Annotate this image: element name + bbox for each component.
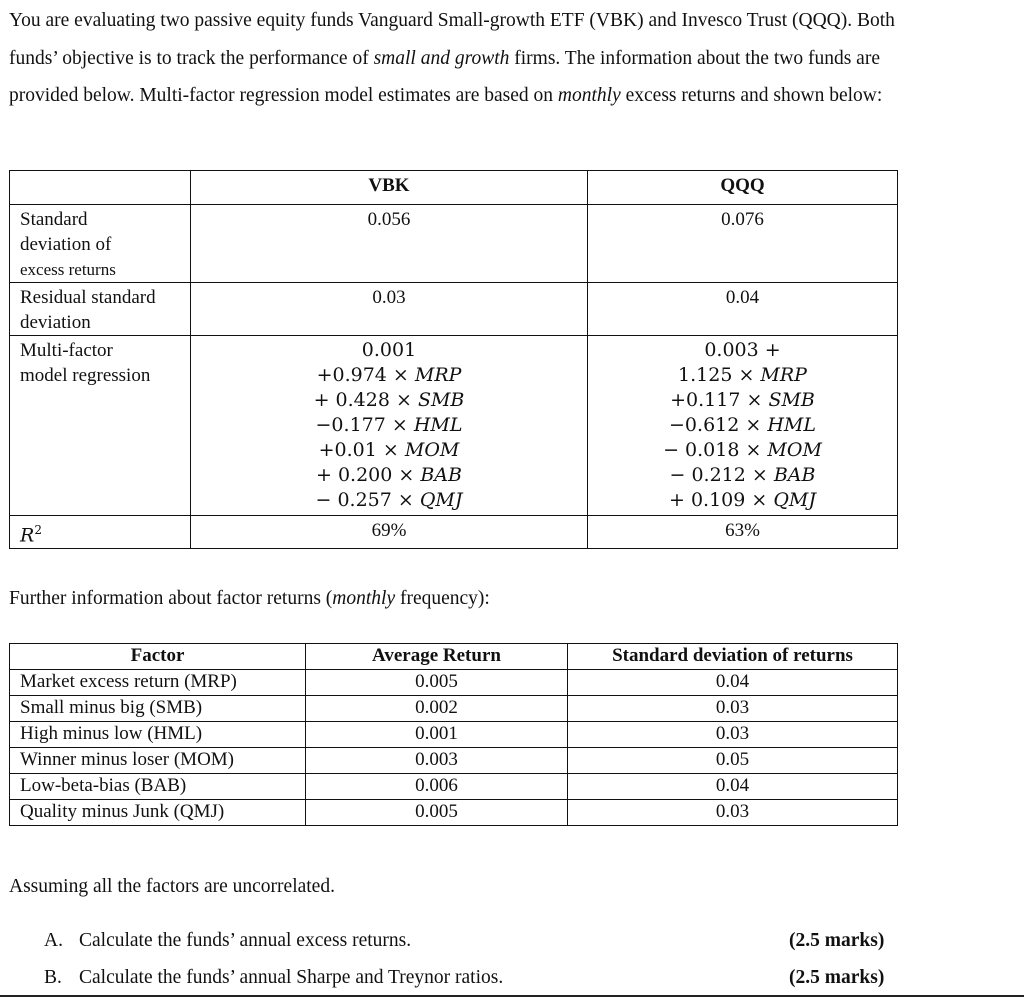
vbk-regression-equation [191, 336, 588, 516]
coef: 1.125 × [678, 364, 761, 386]
equation-term [191, 338, 587, 363]
header-cell-std-dev: Standard deviation of returns [568, 644, 898, 670]
factor-name: Market excess return (MRP) [10, 670, 306, 696]
header-cell-average-return: Average Return [306, 644, 568, 670]
fund-comparison-table [9, 170, 898, 549]
qqq-r2-value: 63% [588, 516, 898, 549]
intro-text: firms. The information about the two funds are provided below. Multi-factor regression model estimates are based on [9, 47, 880, 106]
factor-symbol: SMB [768, 389, 815, 411]
intro-text: You are evaluating two passive equity funds Vanguard Small-growth ETF (VBK) and Invesco Trust (QQQ). Both funds’ objective is to track the performance of [9, 10, 895, 69]
factor-name: Small minus big (SMB) [10, 696, 306, 722]
coef: + 0.428 × [313, 389, 418, 411]
coef: +0.01 × [318, 439, 405, 461]
question-a [44, 930, 411, 952]
row-label [10, 205, 191, 283]
table-row [10, 722, 898, 748]
label-line: Multi-factor [20, 340, 113, 361]
factor-symbol: MOM [767, 439, 822, 461]
table-row [10, 696, 898, 722]
average-return: 0.005 [306, 670, 568, 696]
equation-term [588, 463, 897, 488]
table-row [10, 774, 898, 800]
factor-symbol: HML [413, 414, 463, 436]
intro-emphasis: small and growth [373, 47, 510, 69]
sub-emphasis: monthly [332, 588, 396, 609]
factor-symbol: BAB [773, 464, 816, 486]
factor-symbol: SMB [417, 389, 465, 411]
sub-text: Further information about factor returns ( [9, 588, 333, 609]
vbk-std-value: 0.056 [191, 205, 588, 283]
equation-term [588, 363, 897, 388]
label-line: deviation of [20, 234, 112, 255]
factor-symbol: MRP [414, 364, 462, 386]
coef: +0.974 × [316, 364, 415, 386]
std-dev: 0.03 [568, 800, 898, 826]
factor-returns-table [9, 643, 898, 826]
coef: 0.001 [361, 339, 417, 361]
label-line: excess returns [20, 260, 116, 279]
factor-name: Low-beta-bias (BAB) [10, 774, 306, 800]
header-cell-vbk: VBK [191, 171, 588, 205]
equation-term [191, 388, 587, 413]
factor-symbol: BAB [420, 464, 462, 486]
row-label [10, 336, 191, 516]
average-return: 0.005 [306, 800, 568, 826]
table-row [10, 670, 898, 696]
factor-intro-text [9, 588, 490, 610]
question-letter: B. [44, 967, 62, 988]
table-header-row [10, 644, 898, 670]
table-row [10, 336, 898, 516]
equation-term [191, 363, 587, 388]
r-squared-label [10, 516, 191, 549]
page-divider [0, 995, 1024, 997]
sub-text: frequency): [395, 588, 490, 609]
average-return: 0.002 [306, 696, 568, 722]
qqq-std-value: 0.076 [588, 205, 898, 283]
factor-symbol: MRP [760, 364, 807, 386]
factor-name: High minus low (HML) [10, 722, 306, 748]
label-line: model regression [20, 365, 151, 386]
question-letter: A. [44, 930, 63, 951]
equation-term [191, 463, 587, 488]
coef: − 0.018 × [663, 439, 768, 461]
equation-term [588, 488, 897, 513]
coef: − 0.257 × [315, 489, 420, 511]
vbk-resid-value: 0.03 [191, 283, 588, 336]
std-dev: 0.03 [568, 696, 898, 722]
factor-symbol: HML [767, 414, 816, 436]
std-dev: 0.04 [568, 774, 898, 800]
std-dev: 0.04 [568, 670, 898, 696]
question-text: Calculate the funds’ annual Sharpe and Treynor ratios. [79, 967, 504, 988]
equation-term [191, 488, 587, 513]
label-line: deviation [20, 312, 91, 333]
coef: − 0.212 × [669, 464, 774, 486]
equation-term [588, 338, 897, 363]
vbk-r2-value: 69% [191, 516, 588, 549]
intro-paragraph [9, 2, 909, 115]
average-return: 0.006 [306, 774, 568, 800]
label-line: Residual standard [20, 287, 156, 308]
header-cell-qqq: QQQ [588, 171, 898, 205]
question-text: Calculate the funds’ annual excess returns. [79, 930, 412, 951]
label-line: Standard [20, 209, 88, 230]
coef: +0.117 × [670, 389, 769, 411]
table-row [10, 800, 898, 826]
r-symbol: R [20, 524, 35, 547]
coef: + 0.200 × [315, 464, 421, 486]
equation-term [588, 388, 897, 413]
factor-name: Winner minus loser (MOM) [10, 748, 306, 774]
average-return: 0.003 [306, 748, 568, 774]
factor-symbol: QMJ [773, 489, 816, 511]
table-row [10, 205, 898, 283]
equation-term [191, 413, 587, 438]
average-return: 0.001 [306, 722, 568, 748]
qqq-resid-value: 0.04 [588, 283, 898, 336]
coef: −0.177 × [315, 414, 414, 436]
table-row [10, 283, 898, 336]
intro-text: excess returns and shown below: [620, 85, 883, 106]
table-row [10, 748, 898, 774]
intro-emphasis: monthly [557, 85, 621, 106]
qqq-regression-equation [588, 336, 898, 516]
std-dev: 0.05 [568, 748, 898, 774]
std-dev: 0.03 [568, 722, 898, 748]
assumption-text: Assuming all the factors are uncorrelated. [9, 876, 335, 897]
coef: + 0.109 × [668, 489, 774, 511]
question-b [44, 967, 503, 989]
equation-term [588, 438, 897, 463]
row-label [10, 283, 191, 336]
factor-name: Quality minus Junk (QMJ) [10, 800, 306, 826]
equation-term [588, 413, 897, 438]
coef: −0.612 × [669, 414, 768, 436]
table-row [10, 516, 898, 549]
equation-term [191, 438, 587, 463]
header-cell-factor: Factor [10, 644, 306, 670]
question-b-marks: (2.5 marks) [789, 967, 885, 988]
coef: 0.003 + [704, 339, 781, 361]
factor-symbol: QMJ [419, 489, 463, 511]
superscript: 2 [34, 523, 42, 537]
factor-symbol: MOM [404, 439, 460, 461]
header-cell [10, 171, 191, 205]
question-a-marks: (2.5 marks) [789, 930, 885, 951]
table-header-row [10, 171, 898, 205]
